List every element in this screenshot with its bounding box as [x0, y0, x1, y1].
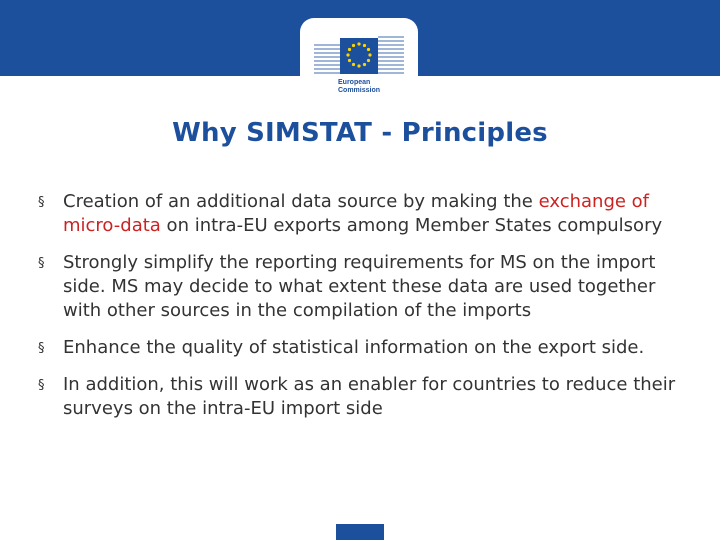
section-bullet-icon: § [38, 256, 45, 271]
bullet-text-highlight: exchange of micro-data [63, 191, 650, 236]
european-commission-logo [300, 18, 418, 102]
bullet-item-1 [38, 190, 698, 238]
logo-line-1: European [338, 79, 371, 86]
bullet-item-2 [38, 251, 698, 323]
bullet-text-post: on intra-EU exports among Member States compulsory [160, 215, 663, 236]
logo-wordmark [338, 79, 380, 95]
section-bullet-icon: § [38, 378, 45, 393]
section-bullet-icon: § [38, 195, 45, 210]
ec-building-flag-icon [308, 22, 410, 80]
bullet-text-pre: Creation of an additional data source by making the [63, 191, 533, 212]
bullet-list [38, 190, 698, 434]
bullet-item-3 [38, 336, 698, 360]
bullet-text: Enhance the quality of statistical information on the export side. [63, 337, 645, 358]
slide-title: Why SIMSTAT - Principles [172, 118, 548, 148]
section-bullet-icon: § [38, 341, 45, 356]
bullet-text: Strongly simplify the reporting requirements for MS on the import side. MS may decide to what extent these data are used together with other sources in the compilation of the imports [63, 252, 656, 321]
logo-line-2: Commission [338, 87, 381, 94]
footer-tab [336, 524, 384, 540]
bullet-text: In addition, this will work as an enabler for countries to reduce their surveys on the intra-EU import side [63, 374, 676, 419]
bullet-item-4 [38, 373, 698, 421]
